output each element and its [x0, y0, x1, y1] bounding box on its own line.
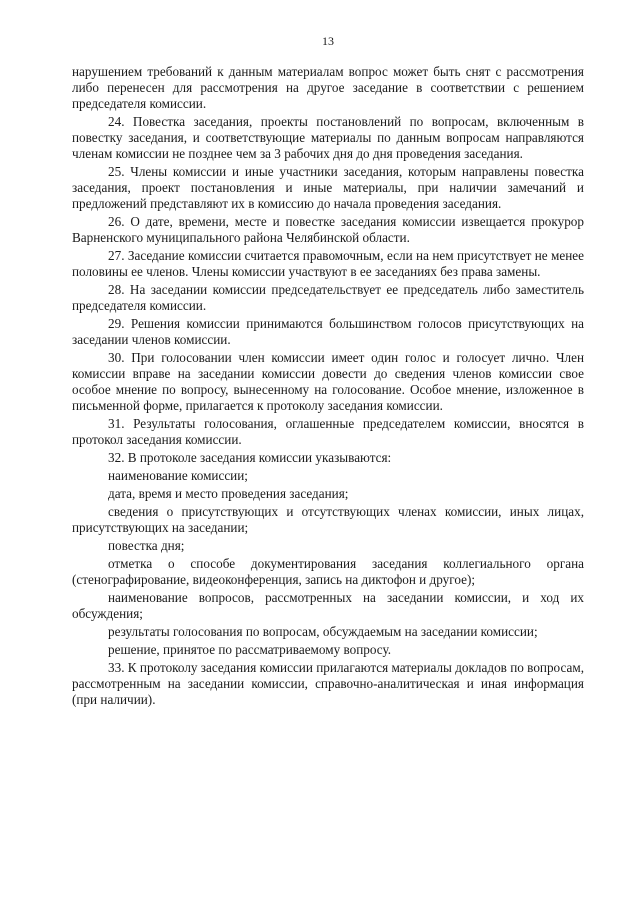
paragraph: 31. Результаты голосования, оглашенные председателем комиссии, вносятся в протокол заседания комиссии.: [72, 416, 584, 447]
paragraph: 25. Члены комиссии и иные участники заседания, которым направлены повестка заседания, проект постановления и иные материалы, при наличии замечаний и предложений представляют их в комиссию до начала проведения заседания.: [72, 164, 584, 211]
paragraph: 33. К протоколу заседания комиссии прилагаются материалы докладов по вопросам, рассмотренным на заседании комиссии, справочно-аналитическая и иная информация (при наличии).: [72, 660, 584, 707]
paragraph: 27. Заседание комиссии считается правомочным, если на нем присутствует не менее половины ее членов. Члены комиссии участвуют в ее заседаниях без права замены.: [72, 248, 584, 279]
page-number: 13: [322, 34, 334, 48]
list-item: сведения о присутствующих и отсутствующих членах комиссии, иных лицах, присутствующих на заседании;: [72, 504, 584, 535]
list-item: наименование комиссии;: [108, 468, 248, 483]
paragraph: 28. На заседании комиссии председательствует ее председатель либо заместитель председателя комиссии.: [72, 282, 584, 313]
list-item: решение, принятое по рассматриваемому вопросу.: [108, 642, 392, 657]
paragraph: 26. О дате, времени, месте и повестке заседания комиссии извещается прокурор Варненского муниципального района Челябинской области.: [72, 214, 584, 245]
paragraph: 32. В протоколе заседания комиссии указываются:: [108, 450, 392, 465]
list-item: повестка дня;: [108, 538, 185, 553]
paragraph: 29. Решения комиссии принимаются большинством голосов присутствующих на заседании членов комиссии.: [72, 316, 584, 347]
list-item: дата, время и место проведения заседания;: [108, 486, 349, 501]
paragraph: 24. Повестка заседания, проекты постановлений по вопросам, включенным в повестку заседания, и соответствующие материалы по данным вопросам направляются членам комиссии не позднее чем за 3 рабочих дня до дня проведения заседания.: [72, 114, 584, 161]
list-item: отметка о способе документирования заседания коллегиального органа (стенографирование, видеоконференция, запись на диктофон и другое);: [72, 556, 584, 587]
paragraph: нарушением требований к данным материалам вопрос может быть снят с рассмотрения либо перенесен для рассмотрения на другое заседание в соответствии с решением председателя комиссии.: [72, 64, 584, 111]
document-body: [72, 64, 584, 708]
paragraph: 30. При голосовании член комиссии имеет один голос и голосует лично. Член комиссии вправе на заседании комиссии довести до сведения членов комиссии свое особое мнение по вопросу, вынесенному на голосование. Особое мнение, изложенное в письменной форме, прилагается к протоколу заседания комиссии.: [72, 350, 584, 413]
list-item: результаты голосования по вопросам, обсуждаемым на заседании комиссии;: [108, 624, 538, 639]
list-item: наименование вопросов, рассмотренных на заседании комиссии, и ход их обсуждения;: [72, 590, 584, 621]
